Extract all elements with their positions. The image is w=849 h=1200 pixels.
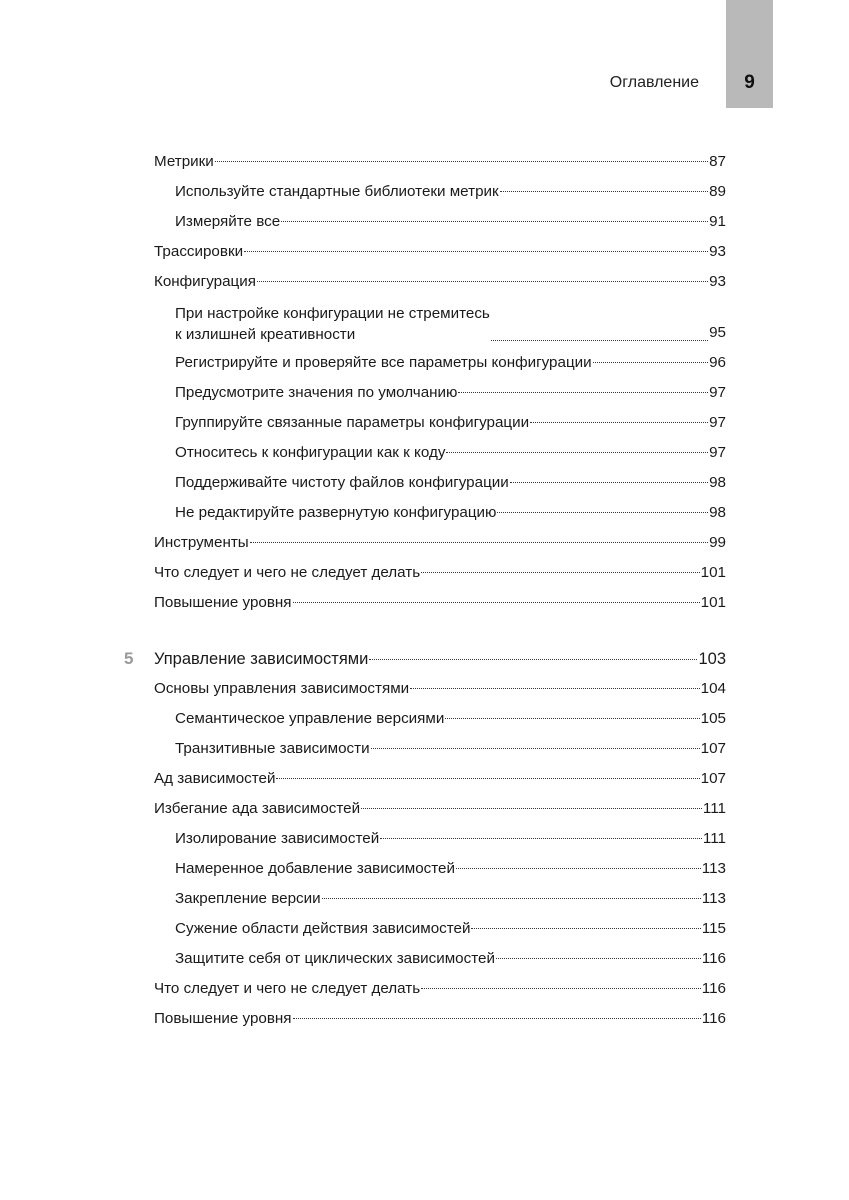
toc-entry-page: 105 [700,710,726,727]
dot-leader [530,421,708,423]
running-header-title: Оглавление [609,74,699,91]
toc-entry-title: Не редактируйте развернутую конфигурацию [175,504,497,521]
toc-entry-page: 93 [709,273,726,290]
toc-entry[interactable] [154,351,726,381]
toc-entry-page: 97 [709,384,726,401]
toc-entry[interactable] [154,210,726,240]
chapter-title: Управление зависимостями [154,650,369,668]
toc-entry-page: 107 [700,770,726,787]
dot-leader [421,571,700,573]
toc-entry-page: 97 [709,414,726,431]
dot-leader [281,220,708,222]
toc-entry[interactable] [154,300,726,351]
toc-entry-page: 115 [701,920,726,937]
toc-entry-title: Группируйте связанные параметры конфигурации [175,414,530,431]
toc-entry-page: 93 [709,243,726,260]
dot-leader [471,927,700,929]
toc-entry[interactable] [154,947,726,977]
toc-entry[interactable] [154,797,726,827]
page-number: 9 [744,72,755,93]
toc-entry[interactable] [154,767,726,797]
dot-leader [421,987,701,989]
toc-entry-title: Избегание ада зависимостей [154,800,361,817]
toc-entry-title: Сужение области действия зависимостей [175,920,471,937]
dot-leader [361,807,702,809]
toc-entry-page: 101 [700,564,726,581]
toc-entry-title: Защитите себя от циклических зависимостей [175,950,495,967]
dot-leader [369,658,697,660]
toc-entry-page: 111 [702,800,726,817]
dot-leader [496,957,701,959]
toc-entry-title: Относитесь к конфигурации как к коду [175,444,446,461]
dot-leader [500,190,708,192]
toc-entry-page: 113 [701,890,726,907]
dot-leader [497,511,708,513]
toc-entry-page: 87 [709,153,726,170]
dot-leader [293,1017,701,1019]
toc-entry[interactable] [154,827,726,857]
toc-entry[interactable] [154,707,726,737]
dot-leader [257,280,708,282]
toc-entry-title: Что следует и чего не следует делать [154,980,421,997]
chapter-page: 103 [698,650,726,668]
toc-entry-title: Основы управления зависимостями [154,680,410,697]
dot-leader [250,541,708,543]
toc-entry[interactable] [154,561,726,591]
toc-entry-title: Предусмотрите значения по умолчанию [175,384,458,401]
toc-entry[interactable] [154,677,726,707]
page-number-tab [726,0,773,108]
toc-entry-title: Метрики [154,153,214,170]
dot-leader [380,837,702,839]
dot-leader [244,250,708,252]
dot-leader [276,777,699,779]
toc-entry-title: Инструменты [154,534,249,551]
toc-entry[interactable] [154,591,726,621]
toc-entry-title: Поддерживайте чистоту файлов конфигурации [175,474,509,491]
toc-entry-page: 107 [700,740,726,757]
toc-entry-page: 113 [701,860,726,877]
toc-entry-title: Регистрируйте и проверяйте все параметры конфигурации [175,354,592,371]
toc-entry-title: При настройке конфигурации не стремитесь к излишней креативности [175,305,490,343]
toc-entry-page: 116 [701,950,726,967]
toc-entry-title: Трассировки [154,243,244,260]
dot-leader [593,361,708,363]
toc-entry-title: Измеряйте все [175,213,281,230]
toc-entry-title: Используйте стандартные библиотеки метрик [175,183,499,200]
toc-entry-title: Что следует и чего не следует делать [154,564,421,581]
toc-entry[interactable] [154,977,726,1007]
dot-leader [510,481,708,483]
table-of-contents [124,150,726,1037]
dot-leader [491,339,708,341]
dot-leader [215,160,708,162]
toc-entry-title: Намеренное добавление зависимостей [175,860,455,877]
toc-entry-page: 104 [700,680,726,697]
toc-entry[interactable] [154,270,726,300]
toc-entry[interactable] [154,411,726,441]
toc-entry[interactable] [154,441,726,471]
toc-entry-title: Транзитивные зависимости [175,740,370,757]
toc-entry[interactable] [154,471,726,501]
toc-entry-title: Повышение уровня [154,594,292,611]
toc-entry-title: Семантическое управление версиями [175,710,445,727]
toc-entry-page: 91 [709,213,726,230]
toc-entry-page: 95 [709,324,726,341]
toc-entry-title: Повышение уровня [154,1010,292,1027]
toc-entry-page: 116 [701,1010,726,1027]
toc-entry[interactable] [154,240,726,270]
toc-entry[interactable] [154,381,726,411]
toc-entry-page: 98 [709,504,726,521]
dot-leader [293,601,700,603]
toc-entry[interactable] [154,857,726,887]
toc-entry-page: 116 [701,980,726,997]
toc-entry[interactable] [154,887,726,917]
dot-leader [322,897,701,899]
toc-entry-page: 111 [702,830,726,847]
dot-leader [445,717,699,719]
toc-entry-page: 99 [709,534,726,551]
toc-entry[interactable] [154,501,726,531]
toc-entry-title: Конфигурация [154,273,256,290]
dot-leader [410,687,700,689]
toc-entry-title: Ад зависимостей [154,770,276,787]
dot-leader [371,747,700,749]
toc-section-part1 [154,150,726,621]
toc-chapter-entry[interactable] [124,647,726,677]
toc-entry-page: 97 [709,444,726,461]
toc-entry[interactable] [154,917,726,947]
toc-entry-title: Изолирование зависимостей [175,830,380,847]
dot-leader [458,391,708,393]
toc-section-part2 [154,677,726,1037]
toc-entry[interactable] [154,531,726,561]
dot-leader [456,867,701,869]
chapter-number: 5 [124,649,134,668]
toc-entry-title: Закрепление версии [175,890,321,907]
toc-entry-page: 89 [709,183,726,200]
toc-entry[interactable] [154,150,726,180]
toc-entry-page: 98 [709,474,726,491]
toc-entry[interactable] [154,737,726,767]
toc-entry-page: 101 [700,594,726,611]
toc-entry[interactable] [154,180,726,210]
toc-entry-page: 96 [709,354,726,371]
dot-leader [446,451,708,453]
toc-entry[interactable] [154,1007,726,1037]
